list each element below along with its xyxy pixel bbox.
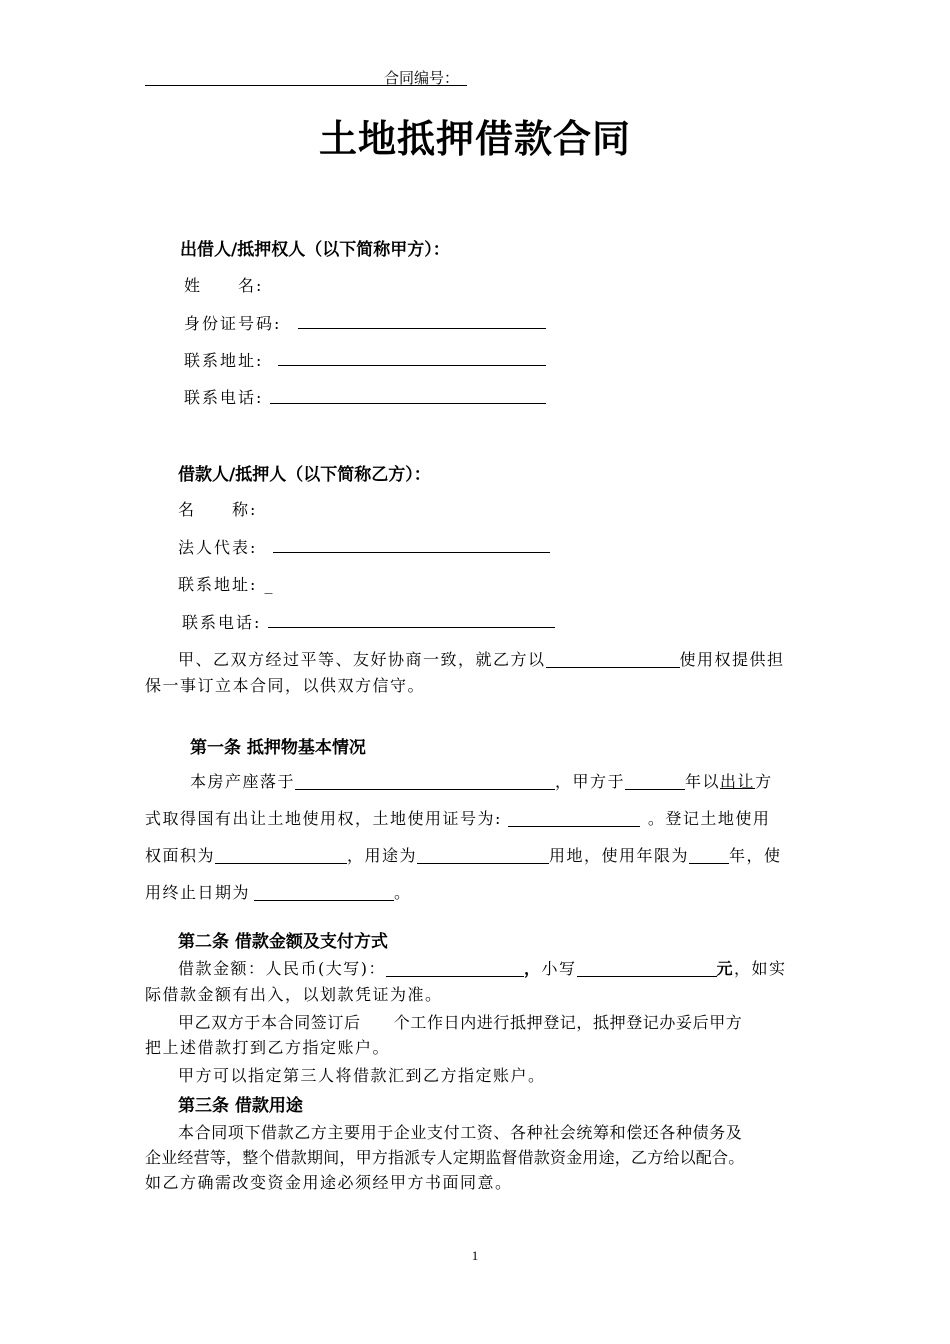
amount-unit: 元	[716, 959, 735, 978]
party-b-phone-label: 联系电话:	[182, 613, 262, 632]
article-1-text-period: 。	[394, 883, 412, 902]
contract-number-label: 合同编号：	[384, 71, 460, 87]
end-date-blank	[254, 884, 394, 901]
term-blank	[689, 847, 729, 864]
intro-line-2: 保一事订立本合同，以供双方信守。	[145, 676, 426, 695]
party-b-address-label: 联系地址: _	[178, 575, 275, 594]
article-1-text-method: 方	[755, 772, 773, 791]
document-title: 土地抵押借款合同	[318, 117, 631, 161]
article-1-text-certificate: 式取得国有出让土地使用权，土地使用证号为:	[145, 809, 502, 828]
amount-figures-blank	[577, 960, 717, 977]
article-1-text-year: 年以	[685, 772, 721, 791]
party-b-rep-label: 法人代表:	[178, 538, 258, 557]
article-1-line-1	[190, 769, 773, 792]
article-3-heading: 第三条 借款用途	[178, 1096, 303, 1116]
amount-label: 借款金额：人民币(大写)：	[178, 959, 386, 978]
party-b-phone-blank	[268, 627, 555, 628]
amount-figures-label: 小写	[541, 959, 577, 978]
party-a-phone-blank	[270, 403, 546, 404]
article-1-text-usage: ，用途为	[347, 846, 418, 865]
article-2-heading: 第二条 借款金额及支付方式	[178, 932, 388, 952]
article-1-heading: 第一条 抵押物基本情况	[190, 738, 366, 758]
article-3-line-2: 企业经营等，整个借款期间，甲方指派专人定期监督借款资金用途，乙方给以配合。	[145, 1148, 745, 1167]
article-1-text-party-a: ，甲方于	[555, 772, 626, 791]
party-a-address-label: 联系地址:	[184, 351, 264, 370]
article-3-line-1: 本合同项下借款乙方主要用于企业支付工资、各种社会统筹和偿还各种债务及	[178, 1123, 743, 1142]
party-a-heading: 出借人/抵押权人（以下简称甲方）：	[180, 240, 450, 260]
intro-text-b: 使用权提供担	[679, 650, 785, 669]
article-1-text-registered: 。登记土地使用	[647, 809, 771, 828]
article-1-text-location: 本房产座落于	[190, 772, 296, 791]
article-1-text-term: 用地，使用年限为	[549, 846, 690, 865]
article-1-text-end-date: 用终止日期为	[145, 883, 251, 902]
article-1-text-term-years: 年，使	[729, 846, 782, 865]
party-a-address-blank	[278, 365, 546, 366]
party-b-name-label: 名 称:	[178, 500, 258, 519]
article-2-para-2-line-1: 甲乙双方于本合同签订后 个工作日内进行抵押登记，抵押登记办妥后甲方	[178, 1013, 743, 1032]
article-2-amount-line-2: 际借款金额有出入，以划款凭证为准。	[145, 985, 443, 1004]
party-a-id-blank	[298, 328, 546, 329]
amount-text-actual: ，如实	[734, 959, 787, 978]
intro-text-a: 甲、乙双方经过平等、友好协商一致，就乙方以	[178, 650, 546, 669]
article-1-text-transfer: 出让	[720, 772, 756, 791]
party-a-phone-label: 联系电话:	[184, 388, 264, 407]
party-b-heading: 借款人/抵押人（以下简称乙方）：	[178, 465, 431, 485]
amount-comma: ，	[524, 959, 542, 978]
party-a-id-label: 身份证号码:	[184, 314, 282, 333]
year-blank	[625, 773, 685, 790]
article-2-amount-line	[178, 956, 787, 979]
usage-blank	[417, 847, 549, 864]
article-1-text-area: 权面积为	[145, 846, 216, 865]
article-1-line-4	[145, 880, 412, 903]
certificate-number-blank	[508, 810, 640, 827]
article-2-para-2-line-2: 把上述借款打到乙方指定账户。	[145, 1038, 391, 1057]
article-1-line-2	[145, 806, 770, 829]
article-2-para-3: 甲方可以指定第三人将借款汇到乙方指定账户。	[178, 1066, 546, 1085]
intro-blank	[546, 651, 680, 668]
intro-line-1	[178, 647, 785, 670]
location-blank	[295, 773, 555, 790]
area-blank	[215, 847, 347, 864]
party-a-name-label: 姓 名:	[184, 276, 264, 295]
page-number: 1	[471, 1248, 479, 1263]
amount-words-blank	[386, 960, 524, 977]
article-1-line-3	[145, 843, 782, 866]
article-3-line-3: 如乙方确需改变资金用途必须经甲方书面同意。	[145, 1173, 513, 1192]
party-b-rep-blank	[273, 552, 550, 553]
